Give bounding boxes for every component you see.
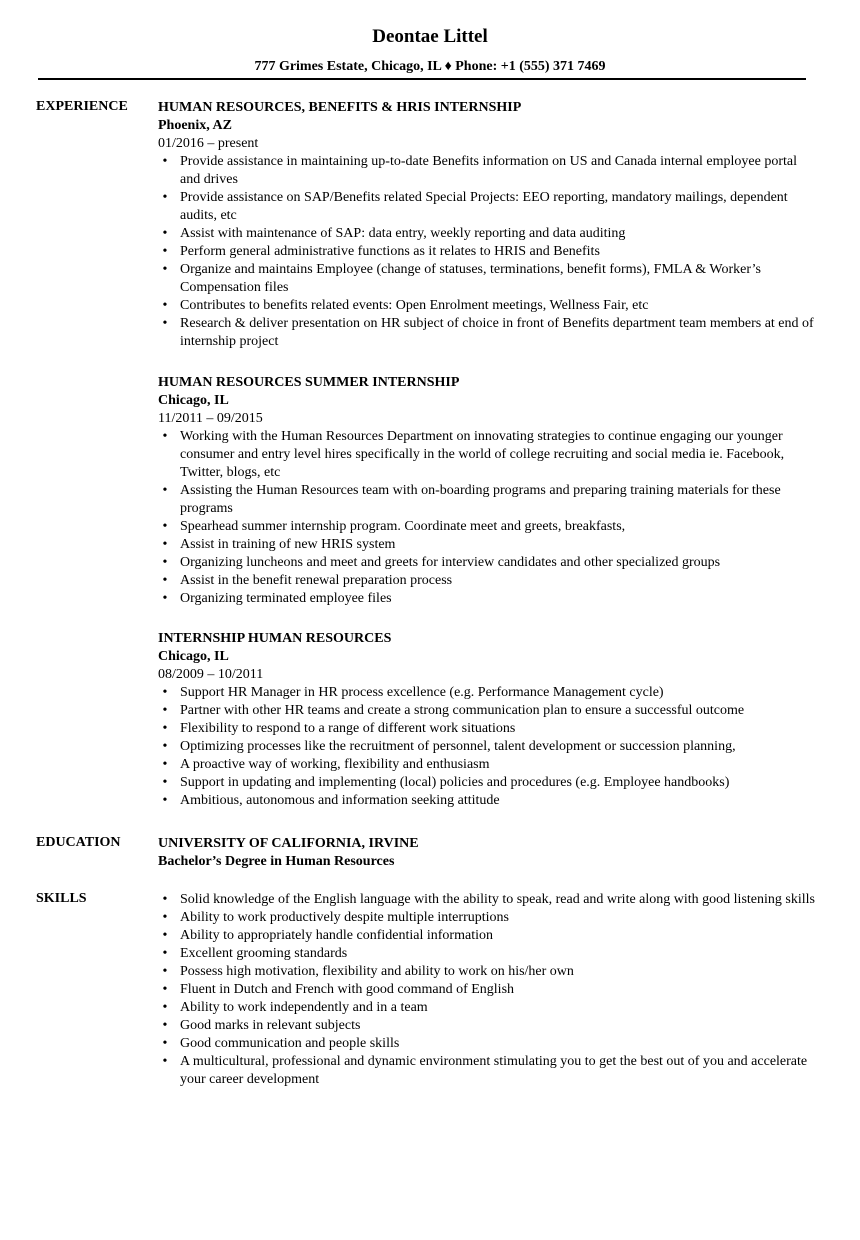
duty-text: Working with the Human Resources Department on innovating strategies to continue engaging our younger consumer and entry level hires specifically in the world of college recruiting and social media ie. Facebook, Twitter, blogs, etc xyxy=(180,429,785,480)
duty-text: Partner with other HR teams and create a strong communication plan to ensure a successful outcome xyxy=(180,703,745,718)
duty-text: Assist with maintenance of SAP: data entry, weekly reporting and data auditing xyxy=(180,226,626,241)
job-dates: 11/2011 – 09/2015 xyxy=(158,411,263,426)
skills-entry xyxy=(158,891,818,1089)
list-item xyxy=(158,572,818,590)
job-entry xyxy=(158,374,818,608)
contact-line: 777 Grimes Estate, Chicago, IL ♦ Phone: +1 (555) 371 7469 xyxy=(254,59,606,74)
list-item xyxy=(158,261,818,297)
duty-text: Assist in training of new HRIS system xyxy=(180,537,396,552)
bullet-icon: • xyxy=(162,685,168,700)
education-entry xyxy=(158,835,818,871)
bullet-icon: • xyxy=(162,1018,168,1033)
experience-heading: EXPERIENCE xyxy=(36,99,128,114)
list-item xyxy=(158,518,818,536)
job-dates: 08/2009 – 10/2011 xyxy=(158,667,264,682)
list-item xyxy=(158,792,818,810)
job-duties-list xyxy=(158,153,818,351)
list-item xyxy=(158,702,818,720)
list-item xyxy=(158,1017,818,1035)
bullet-icon: • xyxy=(162,154,168,169)
job-dates: 01/2016 – present xyxy=(158,136,259,151)
bullet-icon: • xyxy=(162,910,168,925)
bullet-icon: • xyxy=(162,703,168,718)
skill-text: A multicultural, professional and dynamic environment stimulating you to get the best out of you and accelerate your career development xyxy=(180,1054,808,1087)
duty-text: Assisting the Human Resources team with on-boarding programs and preparing training materials for these programs xyxy=(180,483,781,516)
list-item xyxy=(158,482,818,518)
job-title: INTERNSHIP HUMAN RESOURCES xyxy=(158,631,392,646)
job-entry xyxy=(158,630,818,810)
list-item xyxy=(158,945,818,963)
bullet-icon: • xyxy=(162,928,168,943)
job-title: HUMAN RESOURCES, BENEFITS & HRIS INTERNSHIP xyxy=(158,100,522,115)
list-item xyxy=(158,756,818,774)
bullet-icon: • xyxy=(162,739,168,754)
skill-text: Excellent grooming standards xyxy=(180,946,348,961)
job-location: Chicago, IL xyxy=(158,649,229,664)
education-heading: EDUCATION xyxy=(36,835,121,850)
bullet-icon: • xyxy=(162,298,168,313)
skills-heading: SKILLS xyxy=(36,891,87,906)
job-location: Chicago, IL xyxy=(158,393,229,408)
duty-text: Support in updating and implementing (local) policies and procedures (e.g. Employee handbooks) xyxy=(180,775,730,790)
job-duties-list xyxy=(158,428,818,608)
bullet-icon: • xyxy=(162,1036,168,1051)
bullet-icon: • xyxy=(162,244,168,259)
duty-text: A proactive way of working, flexibility and enthusiasm xyxy=(180,757,490,772)
list-item xyxy=(158,909,818,927)
skill-text: Ability to appropriately handle confidential information xyxy=(180,928,493,943)
skills-list xyxy=(158,891,818,1089)
list-item xyxy=(158,153,818,189)
bullet-icon: • xyxy=(162,483,168,498)
duty-text: Organize and maintains Employee (change of statuses, terminations, benefit forms), FMLA & Worker’s Compensation files xyxy=(180,262,761,295)
bullet-icon: • xyxy=(162,429,168,444)
duty-text: Contributes to benefits related events: Open Enrolment meetings, Wellness Fair, etc xyxy=(180,298,649,313)
bullet-icon: • xyxy=(162,555,168,570)
list-item xyxy=(158,891,818,909)
duty-text: Provide assistance on SAP/Benefits related Special Projects: EEO reporting, mandatory mailings, dependent audits, etc xyxy=(180,190,788,223)
bullet-icon: • xyxy=(162,226,168,241)
list-item xyxy=(158,590,818,608)
candidate-name: Deontae Littel xyxy=(372,26,488,47)
duty-text: Provide assistance in maintaining up-to-date Benefits information on US and Canada internal employee portal and drives xyxy=(180,154,798,187)
bullet-icon: • xyxy=(162,793,168,808)
school-name: UNIVERSITY OF CALIFORNIA, IRVINE xyxy=(158,836,419,851)
list-item xyxy=(158,315,818,351)
duty-text: Assist in the benefit renewal preparation process xyxy=(180,573,453,588)
bullet-icon: • xyxy=(162,892,168,907)
skill-text: Good marks in relevant subjects xyxy=(180,1018,361,1033)
duty-text: Spearhead summer internship program. Coordinate meet and greets, breakfasts, xyxy=(180,519,626,534)
skill-text: Ability to work productively despite multiple interruptions xyxy=(180,910,509,925)
duty-text: Support HR Manager in HR process excellence (e.g. Performance Management cycle) xyxy=(180,685,664,700)
bullet-icon: • xyxy=(162,190,168,205)
list-item xyxy=(158,963,818,981)
bullet-icon: • xyxy=(162,591,168,606)
bullet-icon: • xyxy=(162,537,168,552)
duty-text: Organizing luncheons and meet and greets for interview candidates and other specialized groups xyxy=(180,555,721,570)
list-item xyxy=(158,981,818,999)
duty-text: Optimizing processes like the recruitment of personnel, talent development or succession planning, xyxy=(180,739,736,754)
job-title: HUMAN RESOURCES SUMMER INTERNSHIP xyxy=(158,375,460,390)
bullet-icon: • xyxy=(162,775,168,790)
skill-text: Fluent in Dutch and French with good command of English xyxy=(180,982,515,997)
job-entry xyxy=(158,99,818,351)
list-item xyxy=(158,999,818,1017)
list-item xyxy=(158,225,818,243)
duty-text: Organizing terminated employee files xyxy=(180,591,392,606)
bullet-icon: • xyxy=(162,982,168,997)
header-divider xyxy=(38,78,806,80)
duty-text: Flexibility to respond to a range of different work situations xyxy=(180,721,516,736)
list-item xyxy=(158,927,818,945)
bullet-icon: • xyxy=(162,519,168,534)
skill-text: Good communication and people skills xyxy=(180,1036,400,1051)
skill-text: Possess high motivation, flexibility and ability to work on his/her own xyxy=(180,964,574,979)
list-item xyxy=(158,684,818,702)
list-item xyxy=(158,1053,818,1089)
list-item xyxy=(158,774,818,792)
bullet-icon: • xyxy=(162,262,168,277)
skill-text: Solid knowledge of the English language with the ability to speak, read and write along with good listening skills xyxy=(180,892,815,907)
list-item xyxy=(158,738,818,756)
bullet-icon: • xyxy=(162,757,168,772)
list-item xyxy=(158,297,818,315)
list-item xyxy=(158,536,818,554)
bullet-icon: • xyxy=(162,721,168,736)
list-item xyxy=(158,428,818,482)
job-location: Phoenix, AZ xyxy=(158,118,232,133)
bullet-icon: • xyxy=(162,1054,168,1069)
duty-text: Ambitious, autonomous and information seeking attitude xyxy=(180,793,500,808)
duty-text: Perform general administrative functions as it relates to HRIS and Benefits xyxy=(180,244,600,259)
list-item xyxy=(158,189,818,225)
list-item xyxy=(158,720,818,738)
bullet-icon: • xyxy=(162,964,168,979)
list-item xyxy=(158,243,818,261)
duty-text: Research & deliver presentation on HR subject of choice in front of Benefits department team members at end of internship project xyxy=(180,316,814,349)
bullet-icon: • xyxy=(162,946,168,961)
bullet-icon: • xyxy=(162,1000,168,1015)
list-item xyxy=(158,1035,818,1053)
skill-text: Ability to work independently and in a team xyxy=(180,1000,428,1015)
bullet-icon: • xyxy=(162,316,168,331)
bullet-icon: • xyxy=(162,573,168,588)
job-duties-list xyxy=(158,684,818,810)
degree-name: Bachelor’s Degree in Human Resources xyxy=(158,854,395,869)
list-item xyxy=(158,554,818,572)
